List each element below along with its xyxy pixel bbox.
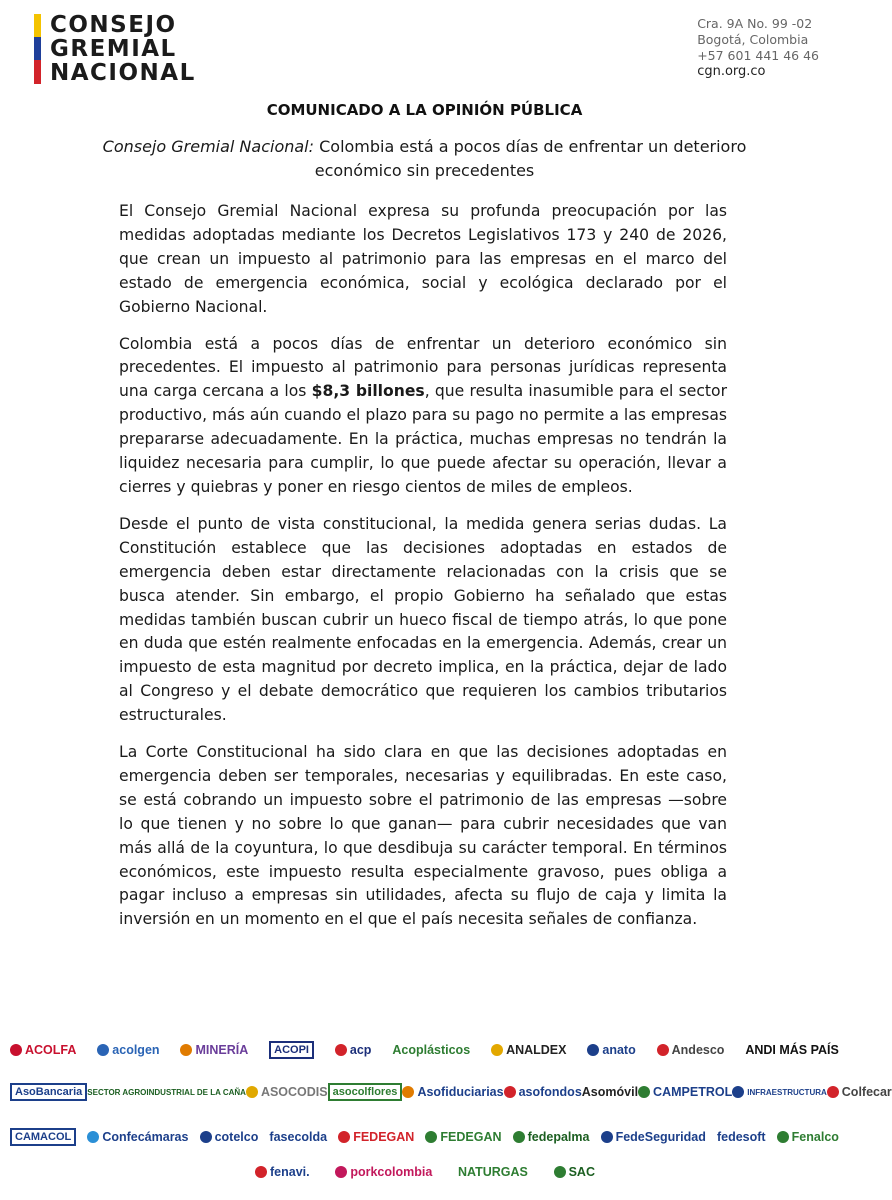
logo-name: MINERÍA (195, 1043, 249, 1057)
logo-name: ANDI MÁS PAÍS (745, 1043, 839, 1057)
logo-name: CAMACOL (15, 1131, 72, 1143)
logo-name: fasecolda (269, 1130, 328, 1144)
member-logo (777, 1130, 839, 1144)
member-logo (328, 1083, 403, 1101)
logo-symbol-icon (338, 1131, 350, 1143)
paragraph (119, 333, 727, 500)
logo-symbol-icon (638, 1086, 650, 1098)
logo-name: Andesco (671, 1043, 725, 1057)
member-logo (87, 1088, 246, 1097)
paragraph: Desde el punto de vista constitucional, la medida genera serias dudas. La Constitución establece que las decisiones adoptadas en estados de emergencia deben estar directamente relacionadas con la crisis que se busca atender. Sin embargo, el propio Gobierno ha señalado que estas medidas también buscan cubrir un hueco fiscal de tiempo atrás, lo que pone en duda que estén realmente enfocadas en la emergencia. Además, crear un impuesto de esta magnitud por decreto implica, en la práctica, dejar de lado al Congreso y el debate democrático que requieren los cambios tributarios estructurales. (119, 514, 727, 725)
logo-symbol-icon (504, 1086, 516, 1098)
logo-symbol-icon (513, 1131, 525, 1143)
logo-name: fenavi. (270, 1165, 310, 1179)
document-body (119, 200, 727, 945)
member-logo (582, 1085, 638, 1099)
logo-name: acp (349, 1043, 372, 1057)
logo-name: FEDEGAN (353, 1130, 415, 1144)
logo-name: asofondos (518, 1085, 582, 1099)
tax-amount: $8,3 billones (311, 382, 425, 401)
member-logo (269, 1130, 327, 1144)
logo-name: Acoplásticos (392, 1043, 471, 1057)
logo-name: Asomóvil (581, 1085, 639, 1099)
paragraph-text: , que resulta inasumible para el sector productivo, más aún cuando el plazo para su pago no permite a las empresas prepararse adecuadamente. En la práctica, muchas empresas no tendrán la liquidez necesaria para cumplir, lo que puede afectar su operación, llevar a cierres y quiebras y poner en riesgo cientos de miles de empleos. (119, 382, 727, 496)
logo-symbol-icon (601, 1131, 613, 1143)
member-logo (180, 1043, 248, 1057)
member-logo (601, 1130, 706, 1144)
logo-name: ASOCODIS (260, 1085, 328, 1099)
member-logo (491, 1043, 566, 1057)
logo-symbol-icon (10, 1044, 22, 1056)
member-logo (269, 1041, 314, 1059)
subtitle-text: Colombia está a pocos días de enfrentar un deterioro económico sin precedentes (314, 137, 747, 180)
logo-symbol-icon (777, 1131, 789, 1143)
logo-name: Confecámaras (102, 1130, 189, 1144)
address: Cra. 9A No. 99 -02 (697, 16, 813, 31)
logo-line: GREMIAL (50, 36, 177, 62)
document-subtitle (100, 135, 749, 183)
logo-row (10, 1083, 892, 1101)
member-logo (745, 1043, 839, 1057)
logo-line: CONSEJO (50, 12, 177, 38)
member-logo (638, 1085, 732, 1099)
member-logo (97, 1043, 159, 1057)
member-logo (255, 1165, 310, 1179)
flag-stripe-logo-mark (34, 14, 41, 84)
logo-name: Fenalco (791, 1130, 839, 1144)
website-link[interactable]: cgn.org.co (697, 64, 766, 79)
paragraph: La Corte Constitucional ha sido clara en que las decisiones adoptadas en emergencia deben ser temporales, necesarias y equilibradas. En este caso, se está cobrando un impuesto sobre el patrimonio de las empresas —sobre lo que tienen y no sobre lo que ganan— para cubrir necesidades que van más allá de la coyuntura, lo que desdibuja su carácter temporal. En términos económicos, este impuesto resulta especialmente gravoso, pues obliga a pagar incluso a empresas sin utilidades, afecta su flujo de caja y limita la inversión en un momento en el que el país necesita señales de confianza. (119, 743, 727, 929)
member-logo (335, 1043, 372, 1057)
member-logo (554, 1165, 595, 1179)
member-logo (246, 1085, 328, 1099)
member-logo (504, 1085, 582, 1099)
member-logos (0, 1033, 892, 1193)
logo-name: AsoBancaria (15, 1086, 83, 1098)
member-logo (10, 1128, 76, 1146)
logo-name: SAC (568, 1165, 595, 1179)
logo-name: CAMPETROL (653, 1085, 733, 1099)
logo-name: fedepalma (527, 1130, 590, 1144)
phone: +57 601 441 46 46 (697, 48, 819, 63)
logo-symbol-icon (335, 1166, 347, 1178)
logo-name: INFRAESTRUCTURA (747, 1087, 827, 1097)
logo-name: acolgen (112, 1043, 160, 1057)
logo-symbol-icon (554, 1166, 566, 1178)
member-logo (10, 1083, 87, 1101)
letterhead (0, 0, 849, 100)
logo-name: FEDEGAN (440, 1130, 502, 1144)
logo-symbol-icon (246, 1086, 258, 1098)
logo-name: ACOPI (274, 1044, 309, 1056)
member-logo (335, 1165, 432, 1179)
logo-name: NATURGAS (457, 1165, 528, 1179)
logo-symbol-icon (491, 1044, 503, 1056)
member-logo (587, 1043, 635, 1057)
logo-name: SECTOR AGROINDUSTRIAL DE LA CAÑA (87, 1087, 246, 1097)
logo-symbol-icon (97, 1044, 109, 1056)
paragraph-text: Colombia está a pocos días de enfrentar un deterioro económico sin precedentes. El impuesto al patrimonio para personas jurídicas representa una carga cercana a los (119, 334, 727, 401)
contact-info (697, 16, 819, 80)
logo-symbol-icon (425, 1131, 437, 1143)
logo-symbol-icon (732, 1086, 744, 1098)
member-logo (458, 1165, 528, 1179)
member-logo (657, 1043, 725, 1057)
logo-symbol-icon (200, 1131, 212, 1143)
logo-row (255, 1165, 595, 1179)
member-logo (717, 1130, 766, 1144)
logo-symbol-icon (180, 1044, 192, 1056)
logo-symbol-icon (87, 1131, 99, 1143)
logo-row (10, 1128, 839, 1146)
document-title: COMUNICADO A LA OPINIÓN PÚBLICA (266, 101, 583, 119)
member-logo (732, 1086, 827, 1098)
logo-line: NACIONAL (50, 60, 196, 86)
logo-name: ACOLFA (25, 1043, 77, 1057)
member-logo (10, 1043, 76, 1057)
member-logo (392, 1043, 470, 1057)
logo-name: porkcolombia (350, 1165, 433, 1179)
member-logo (425, 1130, 501, 1144)
logo-symbol-icon (402, 1086, 414, 1098)
logo-name: Colfecar (841, 1085, 892, 1099)
member-logo (200, 1130, 259, 1144)
logo-symbol-icon (335, 1044, 347, 1056)
subtitle-organization: Consejo Gremial Nacional: (102, 137, 315, 156)
logo-name: anato (602, 1043, 636, 1057)
cgn-logo (50, 13, 196, 85)
member-logo (827, 1085, 892, 1099)
logo-name: ANALDEX (506, 1043, 567, 1057)
member-logo (513, 1130, 590, 1144)
logo-name: cotelco (214, 1130, 259, 1144)
city: Bogotá, Colombia (697, 32, 809, 47)
logo-symbol-icon (255, 1166, 267, 1178)
logo-symbol-icon (827, 1086, 839, 1098)
logo-name: FedeSeguridad (615, 1130, 706, 1144)
logo-symbol-icon (657, 1044, 669, 1056)
logo-name: Asofiduciarias (417, 1085, 504, 1099)
member-logo (402, 1085, 503, 1099)
logo-name: fedesoft (716, 1130, 766, 1144)
paragraph: El Consejo Gremial Nacional expresa su profunda preocupación por las medidas adoptadas mediante los Decretos Legislativos 173 y 240 de 2026, que crean un impuesto al patrimonio para las empresas en el marco del estado de emergencia económica, social y ecológica declarado por el Gobierno Nacional. (119, 202, 727, 316)
member-logo (338, 1130, 414, 1144)
logo-name: asocolflores (332, 1086, 398, 1098)
logo-row (10, 1041, 839, 1059)
member-logo (87, 1130, 188, 1144)
logo-symbol-icon (587, 1044, 599, 1056)
